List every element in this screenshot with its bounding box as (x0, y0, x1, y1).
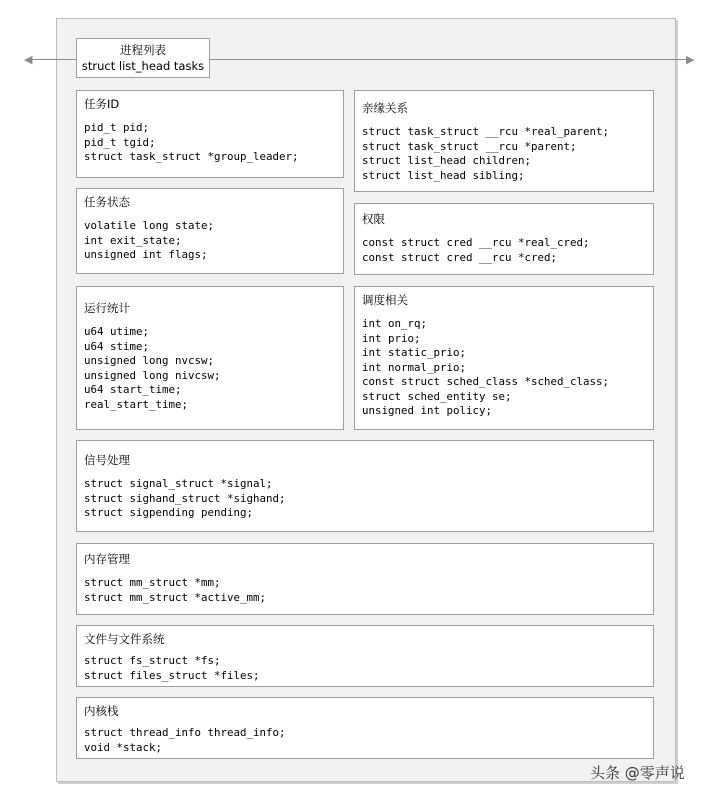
code-line: u64 stime; (84, 339, 150, 353)
code-line: real_start_time; (84, 397, 189, 411)
section-title: 运行统计 (84, 301, 130, 315)
list-head-title: 进程列表 (120, 43, 166, 57)
code-line: struct sigpending pending; (84, 506, 254, 519)
watermark: 头条 @零声说 (590, 764, 685, 782)
code-line: pid_t pid; (84, 121, 150, 134)
section-title: 权限 (362, 212, 385, 226)
section-permissions (354, 203, 654, 275)
code-line: u64 utime; (84, 325, 150, 338)
code-line: u64 start_time; (84, 383, 182, 396)
code-line: const struct cred __rcu *real_cred; (362, 236, 590, 249)
section-task-state (76, 188, 344, 274)
section-signals (76, 440, 654, 532)
section-relations (354, 90, 654, 192)
code-line: struct task_struct __rcu *real_parent; (362, 125, 610, 138)
code-line: unsigned int policy; (362, 404, 493, 417)
code-line: struct task_struct __rcu *parent; (362, 139, 577, 153)
section-memory (76, 543, 654, 615)
section-run-stats (76, 286, 344, 430)
right-arrow-line (210, 59, 688, 60)
list-head-box (76, 38, 210, 78)
right-arrow-icon: ▶ (686, 53, 695, 66)
code-line: void *stack; (84, 740, 163, 754)
code-line: int normal_prio; (362, 360, 467, 374)
section-title: 调度相关 (362, 293, 408, 307)
code-line: int exit_state; (84, 233, 182, 247)
code-line: int static_prio; (362, 346, 467, 359)
code-line: struct fs_struct *fs; (84, 654, 221, 667)
code-line: struct sched_entity se; (362, 389, 512, 403)
code-line: struct list_head children; (362, 154, 532, 167)
section-title: 信号处理 (84, 453, 130, 467)
code-line: unsigned int flags; (84, 248, 208, 261)
section-scheduling (354, 286, 654, 430)
section-title: 文件与文件系统 (84, 632, 165, 646)
code-line: int prio; (362, 331, 421, 345)
section-task-id (76, 90, 344, 178)
section-filesystem (76, 625, 654, 687)
section-title: 亲缘关系 (362, 101, 408, 115)
code-line: struct files_struct *files; (84, 668, 260, 682)
code-line: pid_t tgid; (84, 135, 156, 149)
section-kernel-stack (76, 697, 654, 759)
code-line: unsigned long nivcsw; (84, 368, 221, 382)
code-line: int on_rq; (362, 317, 428, 330)
code-line: const struct sched_class *sched_class; (362, 375, 610, 388)
code-line: unsigned long nvcsw; (84, 354, 215, 367)
section-title: 任务ID (84, 97, 120, 111)
code-line: struct list_head sibling; (362, 168, 525, 182)
code-line: struct thread_info thread_info; (84, 726, 286, 739)
code-line: const struct cred __rcu *cred; (362, 250, 558, 264)
code-line: volatile long state; (84, 219, 215, 232)
code-line: struct sighand_struct *sighand; (84, 491, 286, 505)
left-arrow-line (30, 59, 76, 60)
code-line: struct mm_struct *active_mm; (84, 590, 267, 604)
list-head-field: struct list_head tasks (81, 59, 205, 73)
left-arrow-icon: ◀ (24, 53, 33, 66)
section-title: 内核栈 (84, 704, 119, 718)
code-line: struct task_struct *group_leader; (84, 150, 299, 163)
code-line: struct signal_struct *signal; (84, 477, 273, 490)
code-line: struct mm_struct *mm; (84, 576, 221, 589)
section-title: 任务状态 (84, 195, 130, 209)
section-title: 内存管理 (84, 552, 130, 566)
